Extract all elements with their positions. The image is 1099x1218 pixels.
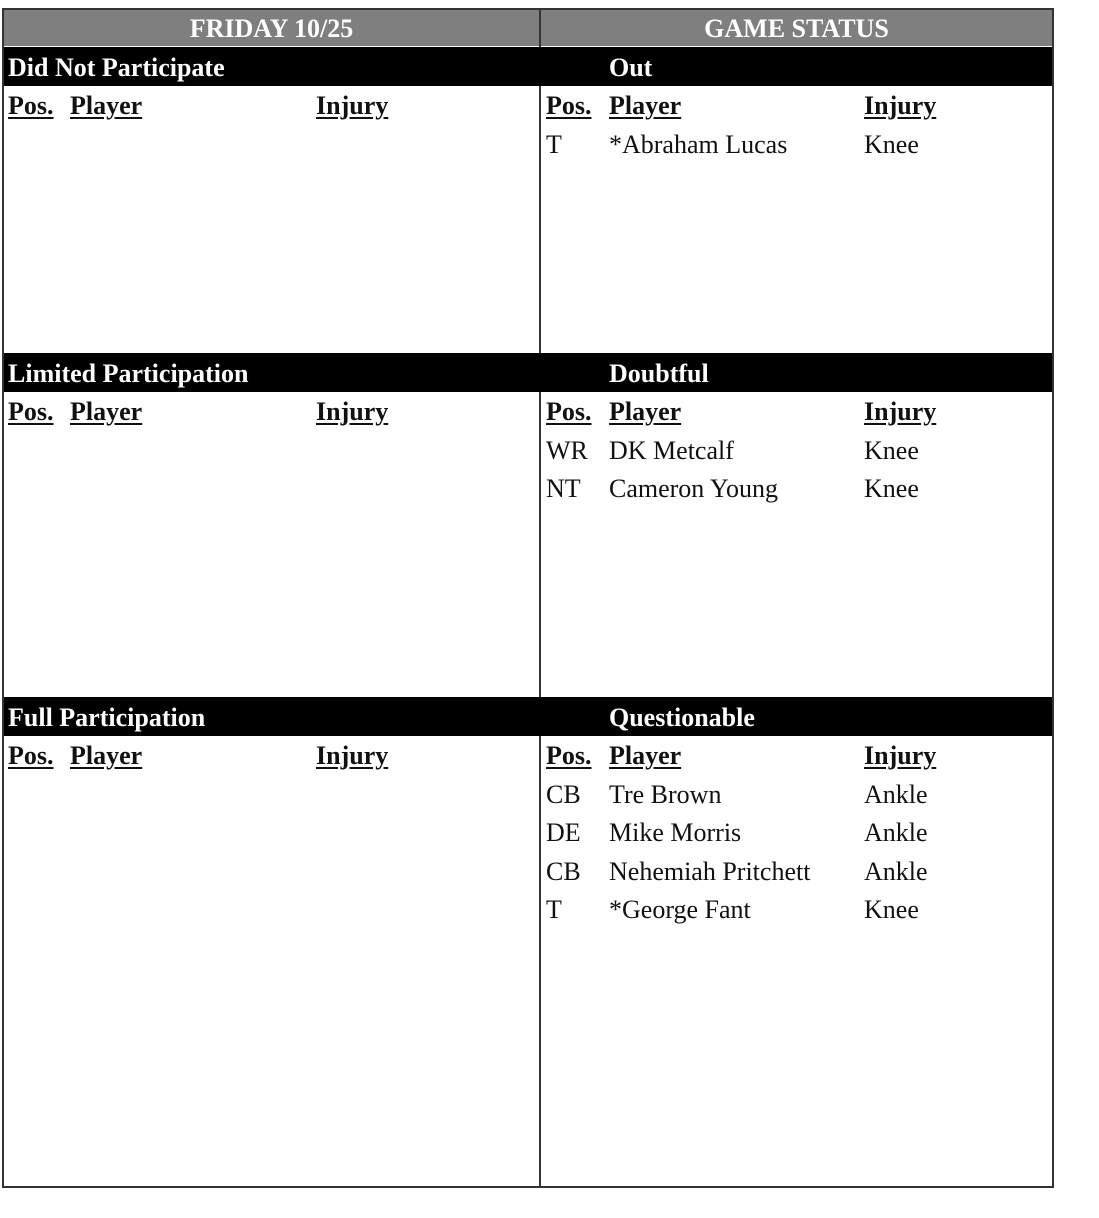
practice-col-header-injury: Injury	[316, 741, 389, 770]
practice-day-header: FRIDAY 10/25	[4, 10, 539, 46]
status-row-pos: WR	[546, 435, 588, 465]
practice-col-header-injury: Injury	[316, 91, 389, 120]
status-row-pos: T	[546, 895, 562, 924]
status-row-player: Nehemiah Pritchett	[609, 856, 811, 886]
status-row-injury: Knee	[864, 129, 919, 159]
practice-col-header-pos: Pos.	[8, 741, 54, 770]
status-row-player: DK Metcalf	[609, 435, 734, 465]
section-band	[4, 353, 1052, 392]
status-row-pos: CB	[546, 856, 581, 886]
status-row-player: Tre Brown	[609, 779, 722, 809]
status-row-injury: Knee	[864, 474, 919, 503]
status-row-pos: DE	[546, 818, 581, 847]
status-row-player: *Abraham Lucas	[609, 129, 788, 159]
status-row-pos: T	[546, 129, 562, 159]
status-col-header-injury: Injury	[864, 397, 937, 426]
report-frame	[2, 8, 1054, 1188]
status-col-header-pos: Pos.	[546, 91, 592, 120]
practice-col-header-player: Player	[70, 741, 143, 770]
status-col-header-player: Player	[609, 91, 682, 120]
status-row-pos: CB	[546, 779, 581, 809]
practice-col-header-injury: Injury	[316, 397, 389, 426]
status-col-header-injury: Injury	[864, 741, 937, 770]
status-row-injury: Knee	[864, 435, 919, 465]
section-band	[4, 47, 1052, 86]
status-row-injury: Ankle	[864, 779, 928, 809]
practice-col-header-pos: Pos.	[8, 397, 54, 426]
game-status-title: Out	[609, 53, 653, 82]
status-row-injury: Knee	[864, 895, 919, 924]
practice-status-title: Limited Participation	[8, 359, 249, 388]
status-col-header-pos: Pos.	[546, 397, 592, 426]
practice-col-header-player: Player	[70, 91, 143, 120]
status-row-pos: NT	[546, 474, 581, 503]
status-row-injury: Ankle	[864, 856, 928, 886]
game-status-title: Questionable	[609, 703, 755, 732]
game-status-title: Doubtful	[609, 359, 709, 388]
practice-col-header-pos: Pos.	[8, 91, 54, 120]
practice-col-header-player: Player	[70, 397, 143, 426]
status-row-player: Mike Morris	[609, 818, 742, 847]
column-divider	[539, 8, 541, 1188]
section-band	[4, 697, 1052, 736]
game-status-header: GAME STATUS	[541, 10, 1052, 46]
practice-status-title: Full Participation	[8, 703, 206, 732]
status-col-header-pos: Pos.	[546, 741, 592, 770]
status-row-player: *George Fant	[609, 895, 751, 924]
status-col-header-injury: Injury	[864, 91, 937, 120]
status-col-header-player: Player	[609, 397, 682, 426]
status-row-player: Cameron Young	[609, 474, 779, 503]
practice-status-title: Did Not Participate	[8, 53, 225, 82]
status-col-header-player: Player	[609, 741, 682, 770]
status-row-injury: Ankle	[864, 818, 928, 847]
